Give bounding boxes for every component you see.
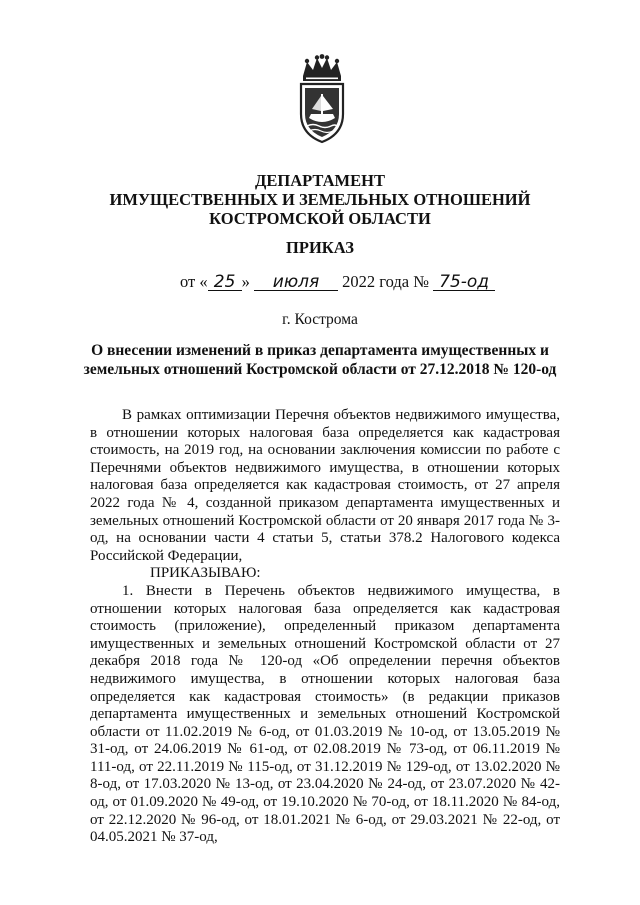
- order-word: ПРИКАЗЫВАЮ:: [150, 565, 261, 582]
- handwritten-month: июля: [254, 274, 338, 291]
- date-prefix: от «: [180, 272, 208, 291]
- date-year-text: 2022 года №: [342, 272, 429, 291]
- handwritten-day: 25: [208, 274, 242, 291]
- handwritten-order-number: 75-од: [433, 274, 495, 291]
- kostroma-coat-of-arms-icon: [293, 54, 351, 146]
- subject-line-2: земельных отношений Костромской области от 27.12.2018 № 120-од: [83, 361, 557, 378]
- order-date-line: [180, 272, 495, 292]
- body-paragraph-2: 1. Внести в Перечень объектов недвижимого имущества, в отношении которых налоговая база определяется как кадастровая стоимость (приложение), определенный приказом департамента имущественных и земельных отношений Костромской области от 27 декабря 2018 года № 120-од «Об определении перечня объектов недвижимого имущества, в отношении которых налоговая база определяется как кадастровая стоимость» (в редакции приказов департамента имущественных и земельных отношений Костромской области от 11.02.2019 № 6-од, от 01.03.2019 № 10-од, от 13.05.2019 № 31-од, от 24.06.2019 № 61-од, от 02.08.2019 № 73-од, от 06.11.2019 № 111-од, от 22.11.2019 № 115-од, от 31.12.2019 № 129-од, от 13.02.2020 № 8-од, от 17.03.2020 № 13-од, от 23.04.2020 № 24-од, от 23.07.2020 № 42-од, от 01.09.2020 № 49-од, от 19.10.2020 № 70-од, от 18.11.2020 № 84-од, от 22.12.2020 № 96-од, от 18.01.2021 № 6-од, от 29.03.2021 № 22-од, от 04.05.2021 № 37-од,: [90, 582, 560, 846]
- department-line-1: ДЕПАРТАМЕНТ: [255, 171, 385, 190]
- department-line-2: ИМУЩЕСТВЕННЫХ И ЗЕМЕЛЬНЫХ ОТНОШЕНИЙ: [109, 190, 531, 209]
- order-body: [90, 407, 560, 847]
- subject-line-1: О внесении изменений в приказ департамента имущественных и: [91, 342, 549, 359]
- date-day-close: »: [241, 272, 250, 291]
- body-paragraph-1: В рамках оптимизации Перечня объектов недвижимого имущества, в отношении которых налоговая база определяется как кадастровая стоимость, на 2019 год, на основании заключения комиссии по работе с Перечнями объектов недвижимого имущества, в отношении которых налоговая база определяется как кадастровая стоимость, от 27 апреля 2022 года № 4, созданной приказом департамента имущественных и земельных отношений Костромской области от 20 января 2017 года № 3-од, на основании части 4 статьи 5, статьи 378.2 Налогового кодекса Российской Федерации,: [90, 407, 560, 564]
- order-title: ПРИКАЗ: [286, 238, 354, 257]
- department-header: [0, 171, 640, 228]
- order-subject: [80, 341, 560, 379]
- city: г. Кострома: [282, 311, 358, 328]
- department-line-3: КОСТРОМСКОЙ ОБЛАСТИ: [209, 209, 431, 228]
